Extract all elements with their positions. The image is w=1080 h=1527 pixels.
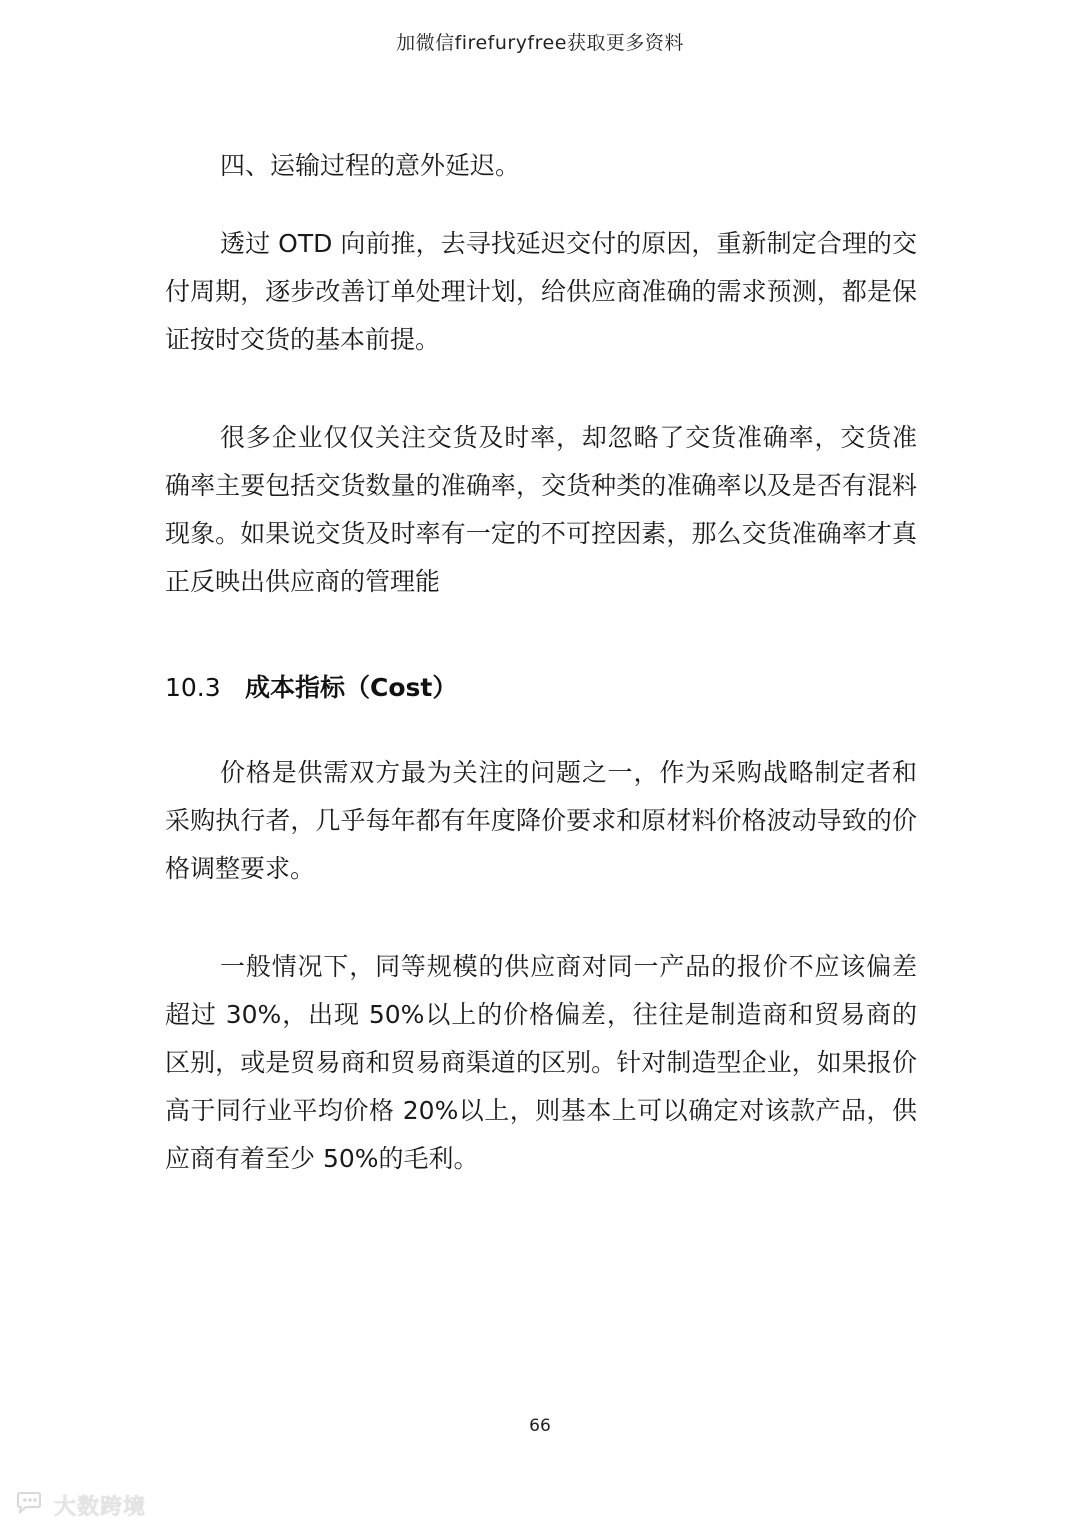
section-heading bbox=[165, 668, 457, 708]
paragraph-price-deviation: 一般情况下，同等规模的供应商对同一产品的报价不应该偏差超过 30%，出现 50%以上的价格偏差，往往是制造商和贸易商的区别，或是贸易商和贸易商渠道的区别。针对制造型企业，如果报价高于同行业平均价格 20%以上，则基本上可以确定对该款产品，供应商有着至少 50%的毛利。 bbox=[165, 952, 917, 1173]
section-number: 10.3 bbox=[165, 673, 221, 702]
header-note: 加微信firefuryfree获取更多资料 bbox=[396, 32, 684, 54]
watermark-text: 大数跨境 bbox=[54, 1495, 147, 1520]
list-item-heading: 四、运输过程的意外延迟。 bbox=[220, 151, 521, 180]
watermark bbox=[14, 1490, 146, 1521]
paragraph-delivery-accuracy: 很多企业仅仅关注交货及时率，却忽略了交货准确率，交货准确率主要包括交货数量的准确率，交货种类的准确率以及是否有混料现象。如果说交货及时率有一定的不可控因素，那么交货准确率才真正反映出供应商的管理能 bbox=[165, 423, 917, 596]
chat-bubble-logo-icon bbox=[14, 1491, 48, 1521]
paragraph-price-concern: 价格是供需双方最为关注的问题之一，作为采购战略制定者和采购执行者，几乎每年都有年度降价要求和原材料价格波动导致的价格调整要求。 bbox=[165, 758, 917, 883]
paragraph-otd: 透过 OTD 向前推，去寻找延迟交付的原因，重新制定合理的交付周期，逐步改善订单处理计划，给供应商准确的需求预测，都是保证按时交货的基本前提。 bbox=[165, 229, 917, 354]
section-title: 成本指标（Cost） bbox=[245, 673, 458, 702]
page-number: 66 bbox=[529, 1416, 551, 1436]
